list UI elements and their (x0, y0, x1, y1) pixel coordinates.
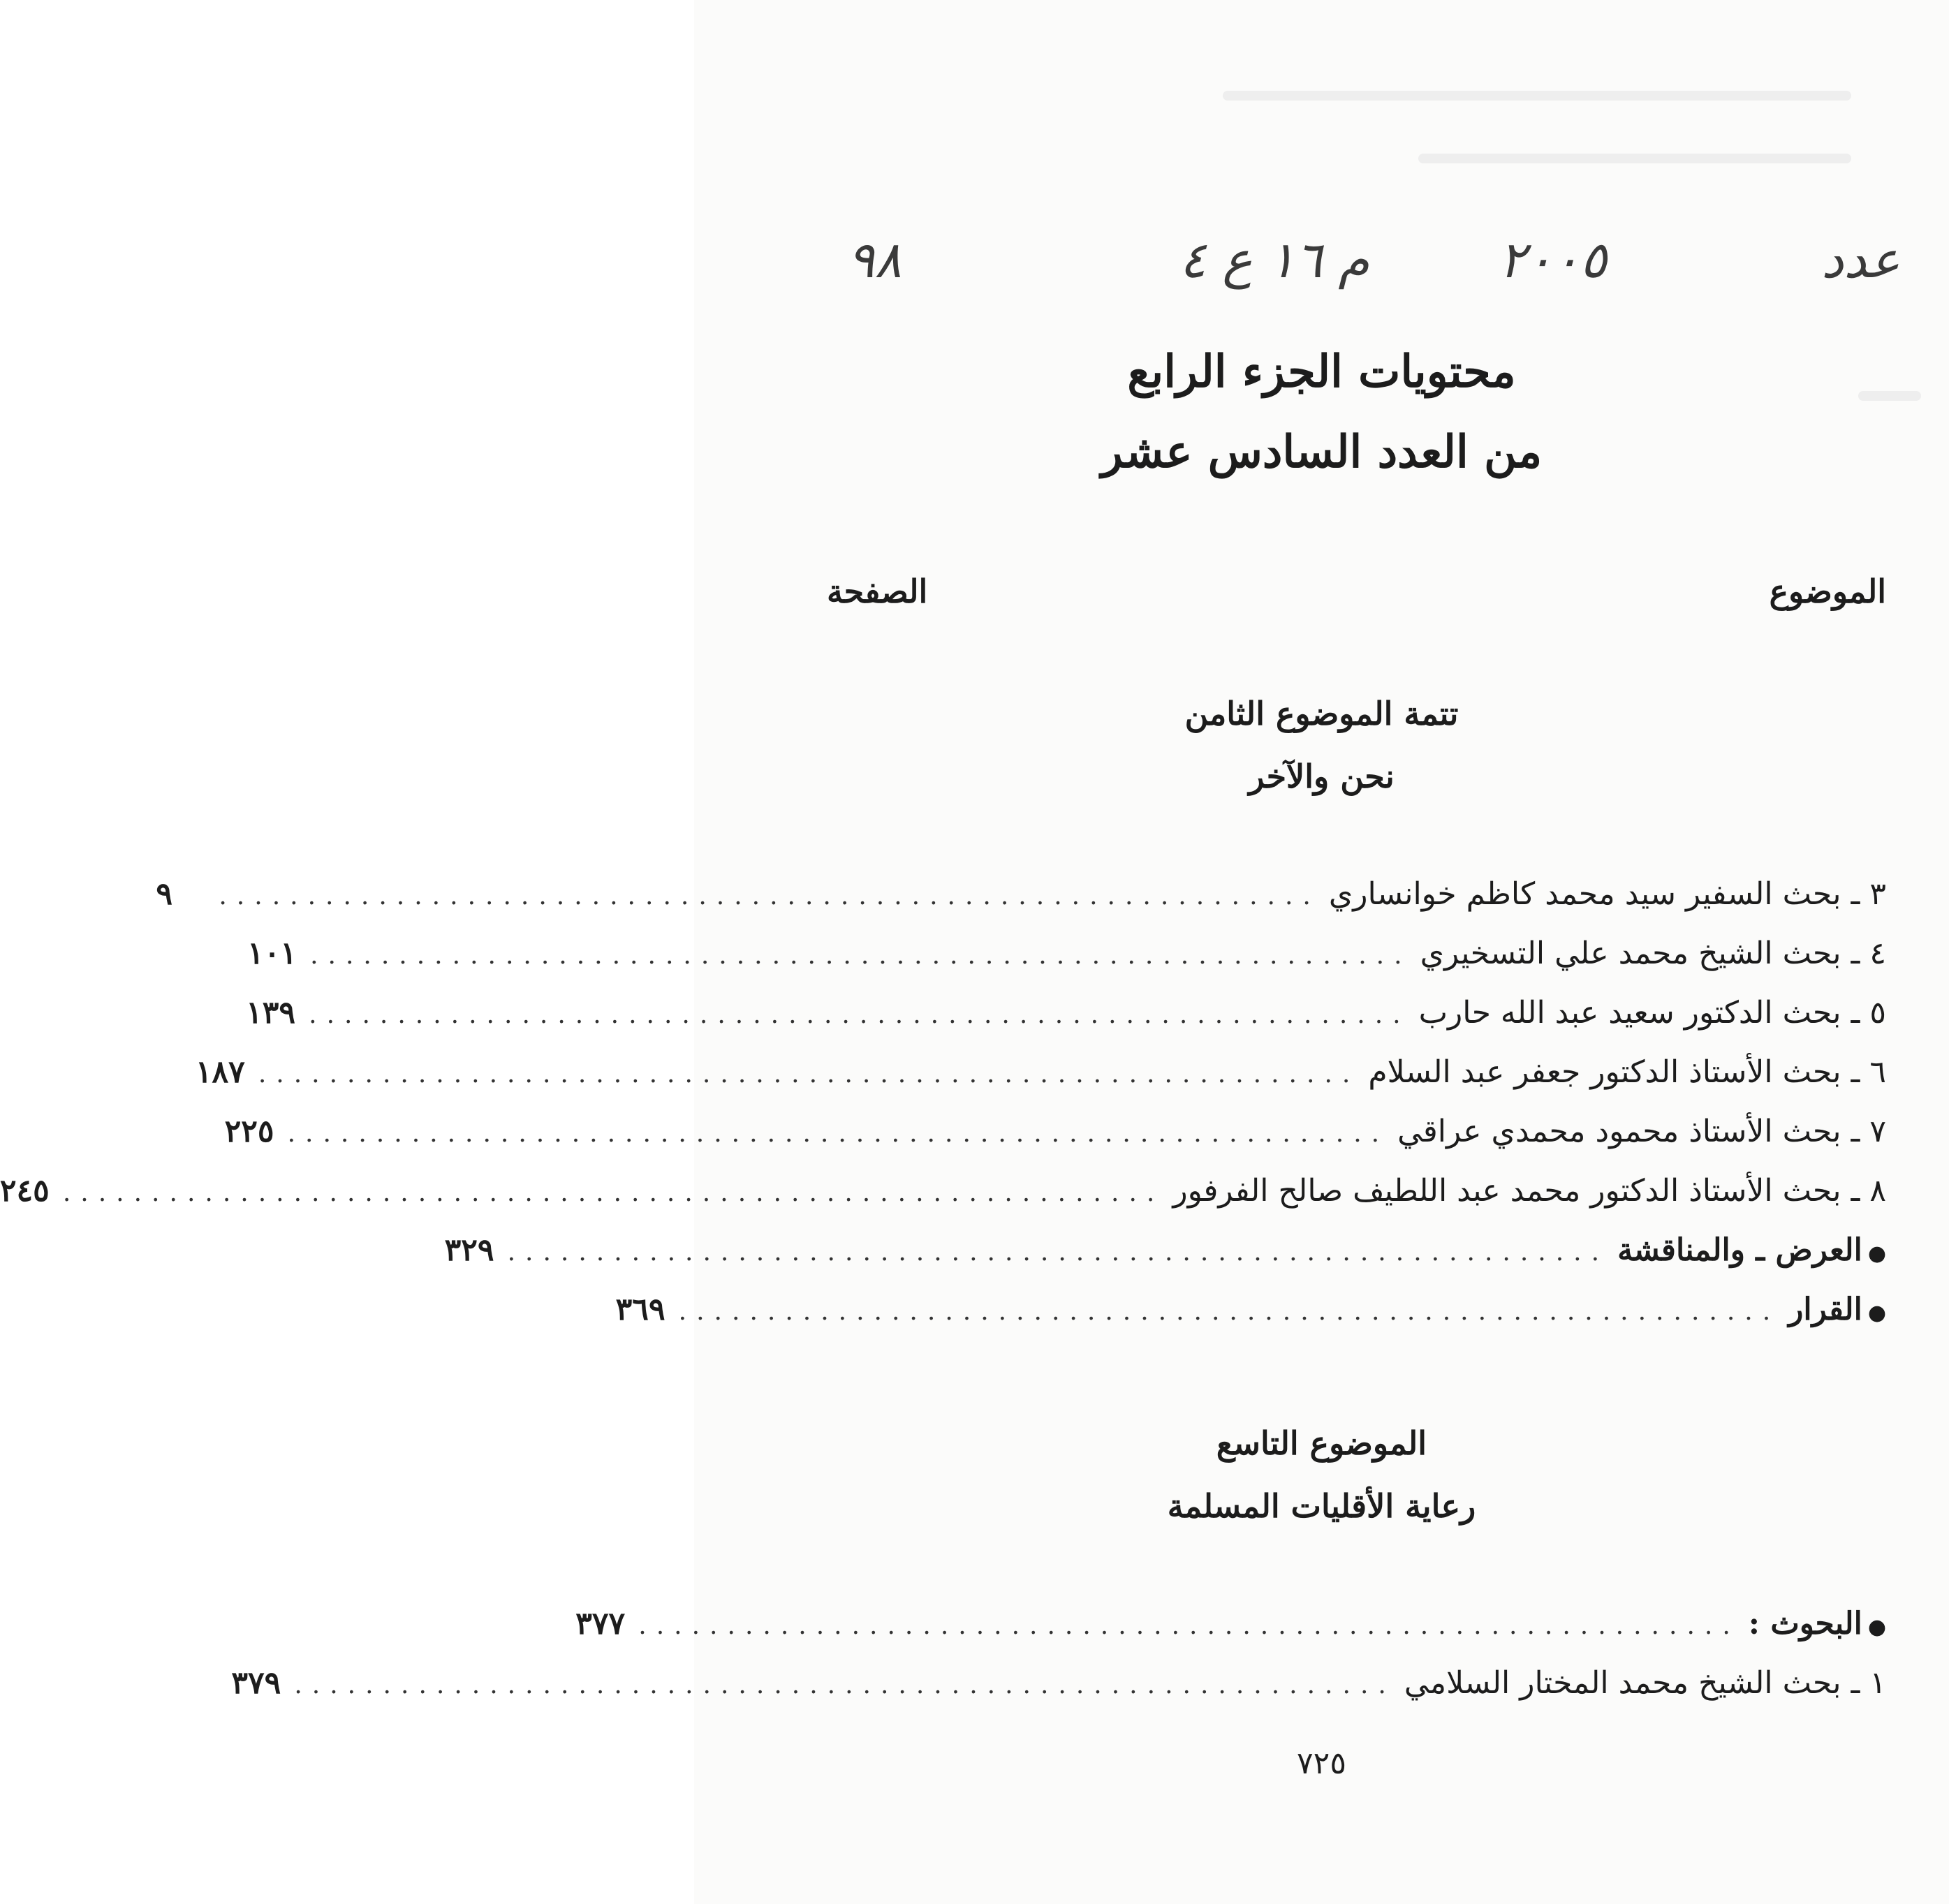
toc-entry (246, 995, 1886, 1044)
bleed-through-mark (1223, 91, 1851, 101)
handwritten-note-right: عدد (1821, 230, 1900, 289)
leader-dots: .............................................................. (678, 1297, 1781, 1326)
toc-entry (224, 1114, 1886, 1163)
toc-entry-label: ٤ ـ بحث الشيخ محمد علي التسخيري (1420, 936, 1886, 971)
toc-entry-page: ٣٧٧ (575, 1606, 626, 1641)
section-eight-heading: تتمة الموضوع الثامن (1184, 695, 1459, 732)
toc-entry (0, 1173, 1886, 1222)
toc-entry-label: ٨ ـ بحث الأستاذ الدكتور محمد عبد اللطيف صالح الفرفور (1172, 1173, 1886, 1209)
toc-entry-label: القرار (1788, 1292, 1862, 1327)
leader-dots: .............................................................. (287, 1119, 1390, 1148)
leader-dots: .............................................................. (638, 1611, 1740, 1640)
toc-entry (615, 1292, 1886, 1341)
bullet-icon: ● (1867, 1301, 1886, 1325)
toc-entry-page: ٣٢٩ (444, 1232, 494, 1268)
bullet-icon: ● (1867, 1241, 1886, 1266)
toc-entry-page: ٣٧٩ (231, 1665, 281, 1701)
leader-dots: .............................................................. (310, 941, 1412, 970)
column-header-page: الصفحة (827, 573, 928, 610)
bleed-through-mark (1418, 154, 1851, 163)
toc-entry-label: العرض ـ والمناقشة (1617, 1232, 1862, 1268)
toc-entry-page: ٢٢٥ (224, 1114, 274, 1149)
page-title: محتويات الجزء الرابع (1127, 346, 1516, 398)
toc-entry-page: ١٣٩ (246, 995, 296, 1031)
column-header-topic: الموضوع (1769, 573, 1886, 610)
leader-dots: .............................................................. (294, 1671, 1396, 1699)
toc-entry-page: ٩ (156, 876, 172, 912)
handwritten-note-left: ٩٨ (847, 230, 902, 289)
leader-dots: .............................................................. (62, 1179, 1165, 1207)
toc-entry-label: ١ ـ بحث الشيخ محمد المختار السلامي (1404, 1665, 1886, 1701)
toc-entry-label: ٣ ـ بحث السفير سيد محمد كاظم خوانساري (1328, 876, 1886, 912)
section-eight-subheading: نحن والآخر (1249, 758, 1395, 795)
toc-entry-page: ٢٤٥ (0, 1173, 50, 1209)
toc-entry (231, 1665, 1886, 1714)
toc-entry-label: ٧ ـ بحث الأستاذ محمود محمدي عراقي (1397, 1114, 1886, 1149)
toc-entry (444, 1232, 1886, 1281)
toc-entry (575, 1606, 1886, 1655)
toc-entry-label: ٥ ـ بحث الدكتور سعيد عبد الله حارب (1418, 995, 1886, 1031)
section-nine-subheading: رعاية الأقليات المسلمة (1167, 1487, 1476, 1525)
toc-entry (195, 1054, 1886, 1103)
toc-entry-page: ١٠١ (247, 936, 297, 971)
handwritten-note-issue: م ١٦ ع ٤ (1179, 230, 1369, 289)
leader-dots: .............................................................. (309, 1001, 1411, 1029)
leader-dots: .............................................................. (507, 1238, 1610, 1267)
toc-entry-page: ١٨٧ (195, 1054, 245, 1090)
section-nine-heading: الموضوع التاسع (1216, 1424, 1427, 1462)
toc-entry-page: ٣٦٩ (615, 1292, 665, 1327)
toc-entry (156, 876, 1886, 925)
bullet-icon: ● (1867, 1615, 1886, 1639)
page-number: ٧٢٥ (1297, 1746, 1346, 1781)
toc-entry (247, 936, 1886, 984)
leader-dots: .............................................................. (258, 1060, 1360, 1088)
toc-entry-label: ٦ ـ بحث الأستاذ الدكتور جعفر عبد السلام (1368, 1054, 1886, 1090)
toc-entry-label: البحوث : (1748, 1606, 1862, 1641)
handwritten-note-year: ٢٠٠٥ (1499, 230, 1607, 289)
page-subtitle: من العدد السادس عشر (1101, 426, 1543, 478)
leader-dots: .............................................................. (219, 882, 1321, 910)
